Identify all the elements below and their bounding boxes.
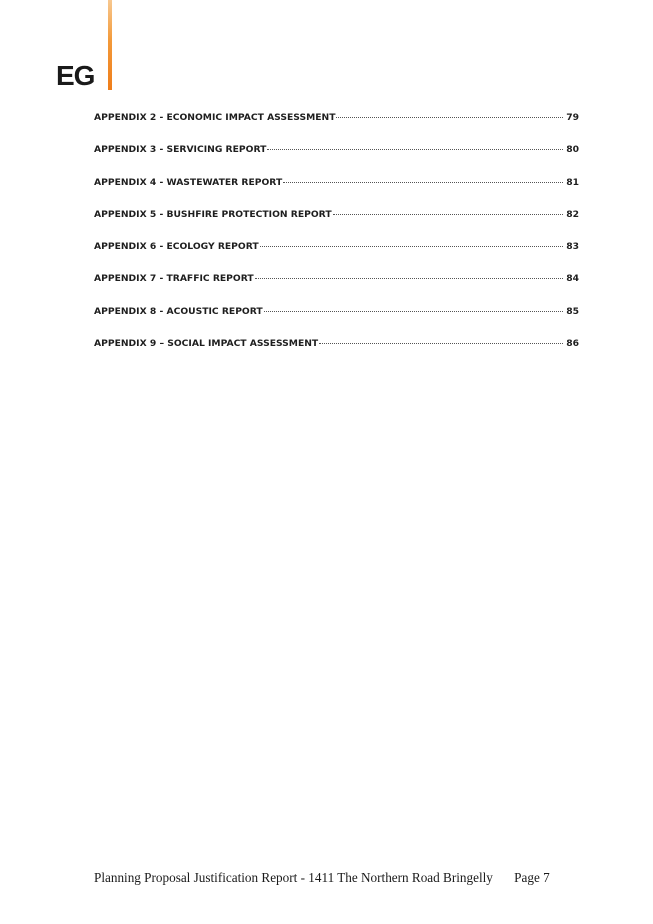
toc-entry[interactable] xyxy=(94,338,579,370)
toc-dot-leader xyxy=(267,149,563,150)
toc-entry-label: APPENDIX 6 - ECOLOGY REPORT xyxy=(94,241,259,253)
toc-entry-page: 81 xyxy=(566,176,579,188)
toc-entry-page: 82 xyxy=(566,208,579,220)
toc-entry[interactable] xyxy=(94,306,579,338)
toc-entry-page: 86 xyxy=(566,338,579,350)
toc-entry[interactable] xyxy=(94,273,579,305)
footer-document-title: Planning Proposal Justification Report - 1411 The Northern Road Bringelly xyxy=(94,870,493,885)
toc-entry-label: APPENDIX 7 - TRAFFIC REPORT xyxy=(94,273,254,285)
toc-entry-label: APPENDIX 4 - WASTEWATER REPORT xyxy=(94,176,283,188)
toc-dot-leader xyxy=(264,311,564,312)
toc-entry-label: APPENDIX 5 - BUSHFIRE PROTECTION REPORT xyxy=(94,208,332,220)
toc-dot-leader xyxy=(255,278,564,279)
toc-entry-label: APPENDIX 8 - ACOUSTIC REPORT xyxy=(94,305,263,317)
toc-dot-leader xyxy=(319,343,563,344)
toc-dot-leader xyxy=(333,214,564,215)
toc-entry-label: APPENDIX 9 – SOCIAL IMPACT ASSESSMENT xyxy=(94,338,319,350)
toc-entry-page: 85 xyxy=(566,305,579,317)
toc-entry-label: APPENDIX 3 - SERVICING REPORT xyxy=(94,144,267,156)
toc-dot-leader xyxy=(260,246,564,247)
page-footer xyxy=(94,870,554,886)
toc-entry[interactable] xyxy=(94,144,579,176)
eg-logo xyxy=(56,0,126,95)
table-of-contents xyxy=(94,112,579,370)
toc-entry[interactable] xyxy=(94,209,579,241)
toc-dot-leader xyxy=(336,117,563,118)
footer-page-number: Page 7 xyxy=(514,870,550,885)
toc-entry-page: 80 xyxy=(566,144,579,156)
logo-accent-bar xyxy=(108,0,112,90)
toc-entry-page: 79 xyxy=(566,112,579,123)
toc-entry-page: 84 xyxy=(566,273,579,285)
toc-entry[interactable] xyxy=(94,177,579,209)
toc-entry-label: APPENDIX 2 - ECONOMIC IMPACT ASSESSMENT xyxy=(94,112,336,123)
toc-entry[interactable] xyxy=(94,241,579,273)
toc-entry[interactable] xyxy=(94,112,579,144)
toc-dot-leader xyxy=(283,182,563,183)
logo-text: EG xyxy=(56,60,95,91)
toc-entry-page: 83 xyxy=(566,241,579,253)
